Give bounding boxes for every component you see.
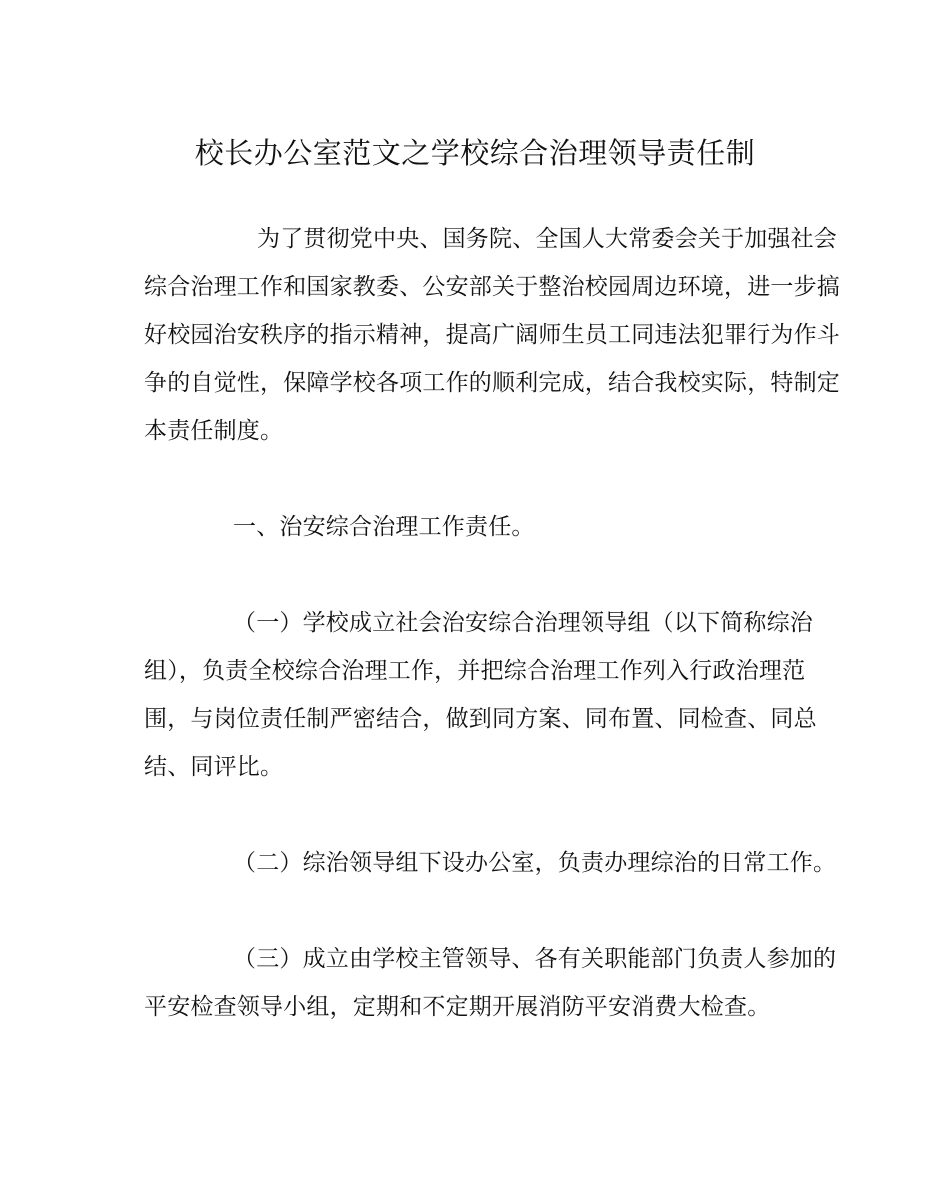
item1-line: 围，与岗位责任制严密结合，做到同方案、同布置、同检查、同总 — [144, 706, 817, 732]
intro-line: 为了贯彻党中央、国务院、全国人大常委会关于加强社会 — [257, 226, 837, 252]
intro-line: 综合治理工作和国家教委、公安部关于整治校园周边环境，进一步搞 — [144, 274, 840, 300]
document-title: 校长办公室范文之学校综合治理领导责任制 — [194, 136, 756, 170]
item3-line: 平安检查领导小组，定期和不定期开展消防平安消费大检查。 — [144, 994, 771, 1020]
intro-line: 本责任制度。 — [144, 418, 284, 444]
intro-line: 争的自觉性，保障学校各项工作的顺利完成，结合我校实际，特制定 — [144, 370, 840, 396]
item3-line: （三）成立由学校主管领导、各有关职能部门负责人参加的 — [233, 946, 837, 972]
item1-line: （一）学校成立社会治安综合治理领导组（以下简称综治 — [233, 610, 813, 636]
item1-line: 结、同评比。 — [144, 754, 284, 780]
item2-line: （二）综治领导组下设办公室，负责办理综治的日常工作。 — [233, 850, 837, 876]
item1-line: 组），负责全校综合治理工作，并把综合治理工作列入行政治理范 — [144, 658, 806, 684]
intro-line: 好校园治安秩序的指示精神，提高广阔师生员工同违法犯罪行为作斗 — [144, 322, 840, 348]
section-heading: 一、治安综合治理工作责任。 — [233, 514, 535, 540]
